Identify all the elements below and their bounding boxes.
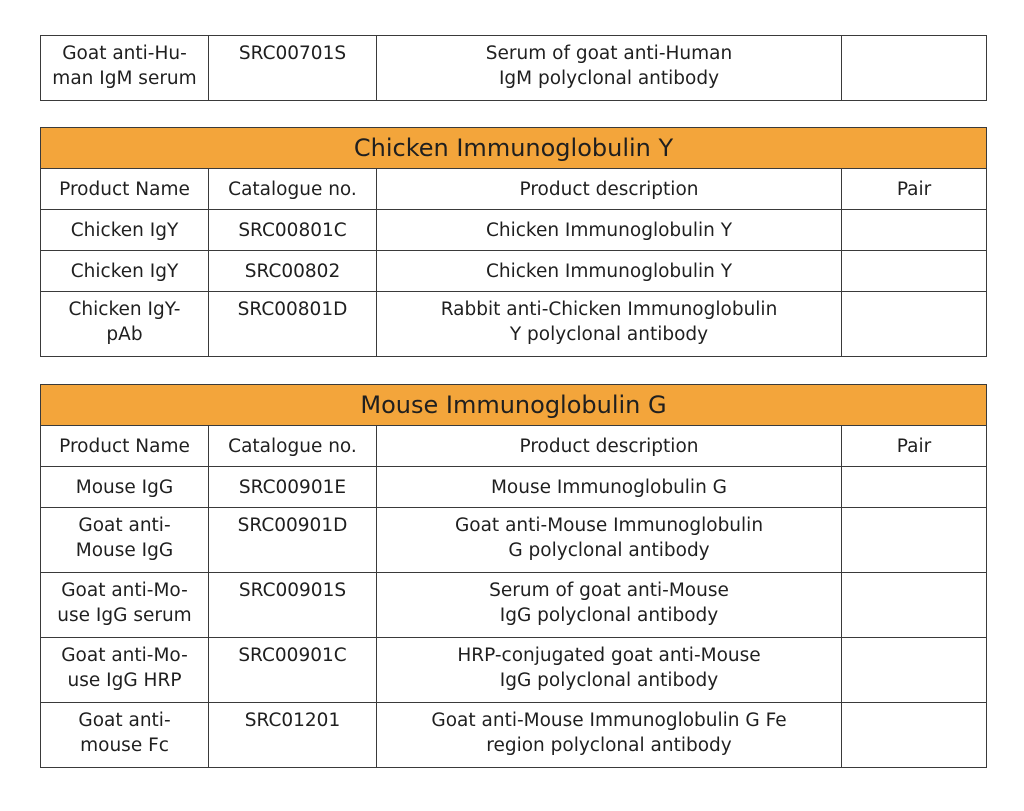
table-row <box>41 638 987 703</box>
table-row <box>41 251 987 292</box>
catalogue-cell: SRC00901D <box>209 508 377 573</box>
column-header-description: Product description <box>377 426 842 467</box>
table-title: Chicken Immunoglobulin Y <box>41 128 987 169</box>
column-header-product-name: Product Name <box>41 426 209 467</box>
catalogue-cell: SRC00801C <box>209 210 377 251</box>
table-row <box>41 467 987 508</box>
catalogue-cell: SRC00801D <box>209 292 377 357</box>
product-name-cell: Goat anti- mouse Fc <box>41 703 209 768</box>
pair-cell <box>842 703 987 768</box>
product-name-cell: Goat anti-Hu- man IgM serum <box>41 36 209 101</box>
product-name-cell: Goat anti-Mo- use IgG serum <box>41 573 209 638</box>
catalogue-cell: SRC00901E <box>209 467 377 508</box>
table-title: Mouse Immunoglobulin G <box>41 385 987 426</box>
catalogue-cell: SRC01201 <box>209 703 377 768</box>
catalogue-cell: SRC00802 <box>209 251 377 292</box>
pair-cell <box>842 292 987 357</box>
header-row <box>41 426 987 467</box>
column-header-product-name: Product Name <box>41 169 209 210</box>
catalogue-cell: SRC00901C <box>209 638 377 703</box>
table-row <box>41 573 987 638</box>
pair-cell <box>842 467 987 508</box>
description-cell: Rabbit anti-Chicken Immunoglobulin Y polyclonal antibody <box>377 292 842 357</box>
product-name-cell: Mouse IgG <box>41 467 209 508</box>
pair-cell <box>842 251 987 292</box>
table-row <box>41 210 987 251</box>
catalogue-cell: SRC00901S <box>209 573 377 638</box>
description-cell: Goat anti-Mouse Immunoglobulin G polyclonal antibody <box>377 508 842 573</box>
pair-cell <box>842 638 987 703</box>
mouse-igg-table <box>40 384 987 768</box>
chicken-igy-table <box>40 127 987 357</box>
column-header-catalogue: Catalogue no. <box>209 169 377 210</box>
pair-cell <box>842 508 987 573</box>
table-row <box>41 703 987 768</box>
product-name-cell: Goat anti- Mouse IgG <box>41 508 209 573</box>
description-cell: Chicken Immunoglobulin Y <box>377 210 842 251</box>
pair-cell <box>842 36 987 101</box>
table-row <box>41 508 987 573</box>
product-name-cell: Chicken IgY- pAb <box>41 292 209 357</box>
column-header-pair: Pair <box>842 426 987 467</box>
description-cell: Goat anti-Mouse Immunoglobulin G Fe region polyclonal antibody <box>377 703 842 768</box>
table-row <box>41 292 987 357</box>
header-row <box>41 169 987 210</box>
product-name-cell: Chicken IgY <box>41 210 209 251</box>
pair-cell <box>842 210 987 251</box>
description-cell: Serum of goat anti-Mouse IgG polyclonal antibody <box>377 573 842 638</box>
product-name-cell: Chicken IgY <box>41 251 209 292</box>
column-header-pair: Pair <box>842 169 987 210</box>
column-header-catalogue: Catalogue no. <box>209 426 377 467</box>
product-name-cell: Goat anti-Mo- use IgG HRP <box>41 638 209 703</box>
catalogue-cell: SRC00701S <box>209 36 377 101</box>
description-cell: Serum of goat anti-Human IgM polyclonal antibody <box>377 36 842 101</box>
table-row <box>41 36 987 101</box>
column-header-description: Product description <box>377 169 842 210</box>
description-cell: HRP-conjugated goat anti-Mouse IgG polyclonal antibody <box>377 638 842 703</box>
igm-table <box>40 35 987 101</box>
description-cell: Chicken Immunoglobulin Y <box>377 251 842 292</box>
pair-cell <box>842 573 987 638</box>
description-cell: Mouse Immunoglobulin G <box>377 467 842 508</box>
